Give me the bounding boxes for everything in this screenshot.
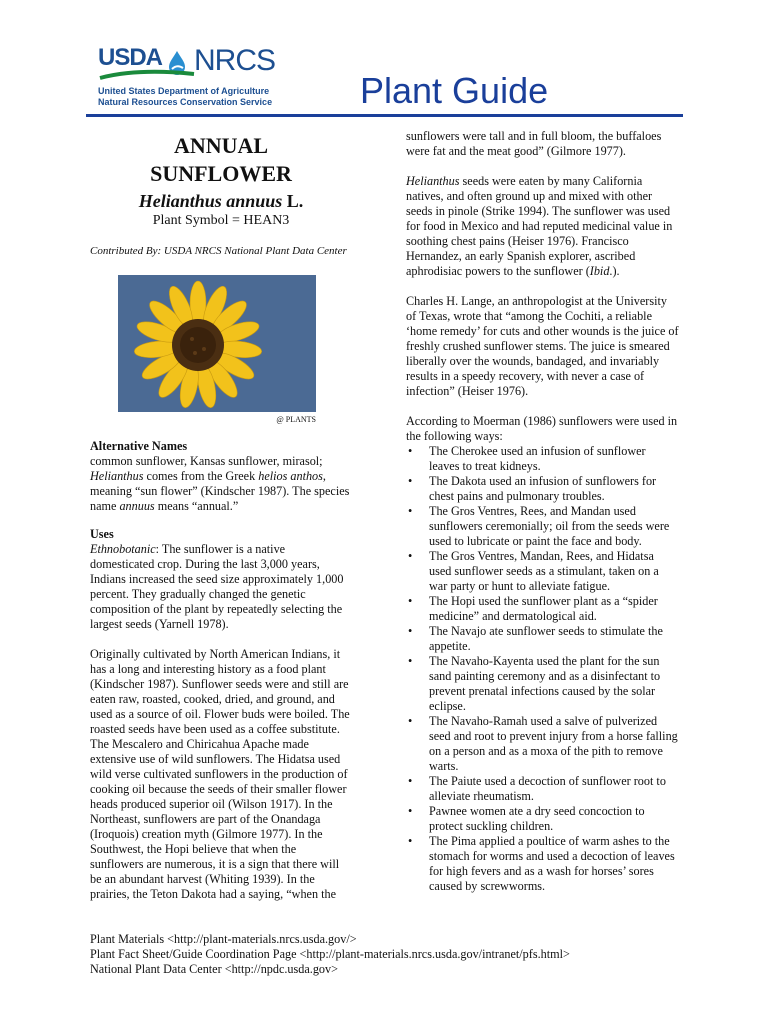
alt-names-greek: helios anthos [258, 469, 323, 483]
plant-symbol: Plant Symbol = HEAN3 [152, 213, 290, 228]
scientific-name [90, 190, 352, 212]
list-item: • The Gros Ventres, Mandan, Rees, and Hidatsa used sunflower seeds as a stimulant, taken on a war party or hunt to alleviate fatigue. [406, 549, 679, 594]
sunflower-photo [118, 275, 316, 412]
contributed-by: Contributed By: USDA NRCS National Plant Data Center [90, 245, 347, 257]
agency-line-1: United States Department of Agriculture [98, 86, 270, 96]
list-item: • The Dakota used an infusion of sunflowers for chest pains and pulmonary troubles. [406, 474, 679, 504]
continued-paragraph: sunflowers were tall and in full bloom, the buffaloes were fat and the meat good” (Gilmore 1977). [406, 129, 662, 158]
common-name-line-1: ANNUAL [173, 133, 269, 158]
alt-names-part: comes from the Greek [143, 469, 259, 483]
helianthus-end: .). [609, 264, 620, 278]
helianthus-paragraph [406, 174, 679, 279]
alternative-names-text [90, 454, 352, 514]
lange-paragraph: Charles H. Lange, an anthropologist at the University of Texas, wrote that “among the Cochiti, a reliable ‘home remedy’ for cuts and other wounds is the juice of freshly crushed sunflower stems. The juice is smeared liberally over the wounds, bandaged, and invariably results in a speedy recovery, with never a case of infection” (Heiser 1976). [406, 294, 679, 398]
alt-names-part: common sunflower, Kansas sunflower, mirasol; [90, 454, 323, 468]
list-item: • The Cherokee used an infusion of sunflower leaves to treat kidneys. [406, 444, 679, 474]
photo-credit: @ PLANTS [276, 415, 316, 424]
usda-nrcs-logo [98, 44, 276, 112]
alternative-names-heading: Alternative Names [90, 439, 188, 453]
ethnobotanic-label: Ethnobotanic [90, 542, 156, 556]
list-item: • The Paiute used a decoction of sunflower root to alleviate rheumatism. [406, 774, 679, 804]
ibid-ref: Ibid [589, 264, 610, 278]
list-item: • The Pima applied a poultice of warm ashes to the stomach for worms and used a decoction of leaves for high fevers and as a wash for horses’ sores caused by screwworms. [406, 834, 679, 894]
usda-wordmark: USDA [98, 44, 163, 71]
logo-swoosh [98, 68, 198, 82]
footer-links [90, 932, 570, 977]
agency-line-2: Natural Resources Conservation Service [98, 97, 273, 107]
page-title: Plant Guide [360, 70, 549, 111]
sunflower-image [118, 275, 316, 412]
helianthus-genus: Helianthus [406, 174, 460, 188]
alt-names-species: annuus [119, 499, 155, 513]
alt-names-part: , meaning “sun flower” (Kindscher 1987). The species name [90, 469, 350, 513]
ethnobotanic-paragraph [90, 542, 352, 632]
footer-coordination-link[interactable]: Plant Fact Sheet/Guide Coordination Page <http://plant-materials.nrcs.usda.gov/intranet/pfs.html> [90, 947, 570, 961]
alt-names-genus: Helianthus [90, 469, 144, 483]
agency-name [98, 86, 272, 108]
list-item: • The Navaho-Ramah used a salve of pulverized seed and root to prevent injury from a horse falling on a person and as a moxa of the pith to remove warts. [406, 714, 679, 774]
list-item: • The Gros Ventres, Rees, and Mandan used sunflowers ceremonially; oil from the seeds were used to lubricate or paint the face and body. [406, 504, 679, 549]
helianthus-text: seeds were eaten by many California natives, and often ground up and mixed with other seeds in pinole (Strike 1994). The sunflower was used for food in Mexico and had reputed medicinal value in soothing chest pains (Heiser 1976). Francisco Hernandez, an early Spanish explorer, ascribed aphrodisiac powers to the sunflower ( [406, 174, 673, 278]
history-paragraph: Originally cultivated by North American Indians, it has a long and interesting history as a food plant (Kindscher 1987). Sunflower seeds were and still are eaten raw, roasted, cooked, dried, and ground, and used as a source of oil. Flower buds were boiled. The roasted seeds have been used as a coffee substitute. The Mescalero and Chiricahua Apache made extensive use of wild sunflowers. The Hidatsa used wild verse cultivated sunflowers in the production of cooking oil because the seeds of their smaller flower heads produced superior oil (Wilson 1917). In the Northeast, sunflowers are part of the Onandaga (Iroquois) creation myth (Gilmore 1977). In the Southwest, the Hopi believe that when the sunflowers are numerous, it is a sign that there will be an abundant harvest (Whiting 1939). In the prairies, the Teton Dakota had a saying, “when the [90, 647, 350, 901]
header-rule [86, 114, 683, 117]
alt-names-part: means “annual.” [154, 499, 239, 513]
list-item: • The Navajo ate sunflower seeds to stimulate the appetite. [406, 624, 679, 654]
scientific-binomial: Helianthus annuus [138, 191, 283, 211]
right-column [406, 129, 679, 894]
list-item: • The Navaho-Kayenta used the plant for the sun sand painting ceremony and as a disinfectant to prevent prenatal infections caused by the solar eclipse. [406, 654, 679, 714]
nrcs-wordmark: NRCS [194, 44, 276, 77]
footer-npdc-link[interactable]: National Plant Data Center <http://npdc.usda.gov> [90, 962, 338, 976]
ethnobotanic-text: : The sunflower is a native domesticated crop. During the last 3,000 years, Indians increased the seed size approximately 1,000 percent. They gradually changed the genetic composition of the plant by repeatedly selecting the largest seeds (Yarnell 1978). [90, 542, 344, 631]
uses-heading: Uses [90, 527, 114, 541]
common-name-line-2: SUNFLOWER [150, 161, 292, 186]
moerman-intro: According to Moerman (1986) sunflowers were used in the following ways: [406, 414, 678, 443]
uses-bullet-list [406, 444, 679, 894]
list-item: • Pawnee women ate a dry seed concoction to protect suckling children. [406, 804, 679, 834]
list-item: • The Hopi used the sunflower plant as a “spider medicine” and dermatological aid. [406, 594, 679, 624]
scientific-author: L. [286, 191, 304, 211]
left-column [90, 132, 352, 902]
footer-plant-materials-link[interactable]: Plant Materials <http://plant-materials.nrcs.usda.gov/> [90, 932, 357, 946]
